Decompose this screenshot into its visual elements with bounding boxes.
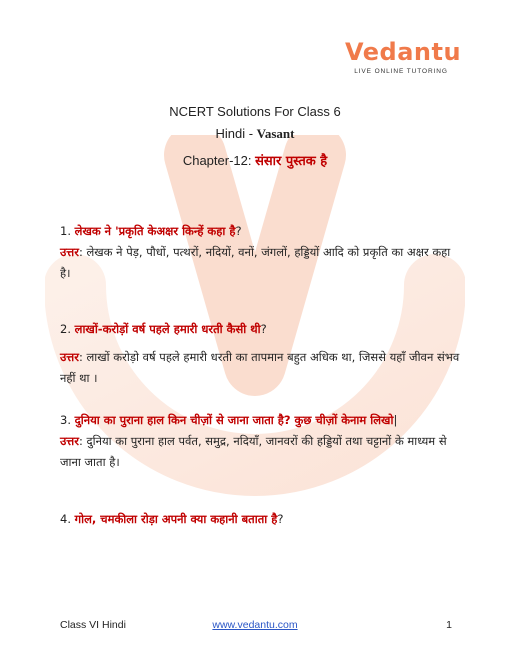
chapter-title: संसार पुस्तक है [255,154,328,169]
vedantu-logo [345,38,462,75]
chapter-heading [0,151,510,169]
answer-3 [60,431,460,473]
question-1 [60,221,460,242]
question-end: | [393,413,398,427]
question-number: 1. [60,224,71,238]
question-text: दुनिया का पुराना हाल किन चीज़ों से जाना जाता है? कुछ चीज़ों केनाम लिखो [74,413,394,427]
subject-prefix: Hindi - [215,126,257,141]
question-end: ? [277,512,284,526]
answer-label: उत्तर [60,350,79,364]
document-title: NCERT Solutions For Class 6 [169,104,341,119]
logo-wordmark: Vedantu [345,38,462,66]
footer-website-link[interactable]: www.vedantu.com [212,619,298,631]
question-3 [60,410,460,431]
answer-2 [60,347,460,389]
question-text: गोल, चमकीला रोड़ा अपनी क्या कहानी बताता है [74,512,278,526]
question-2 [60,319,460,340]
question-number: 2. [60,322,71,336]
logo-tagline: LIVE ONLINE TUTORING [354,68,448,75]
question-text: लाखों-करोड़ों वर्ष पहले हमारी धरती कैसी थी [74,322,261,336]
answer-label: उत्तर [60,434,79,448]
question-number: 4. [60,512,71,526]
answer-1 [60,242,460,284]
qa-block-3 [60,410,460,473]
question-end: ? [260,322,267,336]
answer-text: : लाखों करोड़ो वर्ष पहले हमारी धरती का तापमान बहुत अधिक था, जिससे यहाँ जीवन संभव नहीं था । [60,350,460,385]
answer-text: : दुनिया का पुराना हाल पर्वत, समुद्र, नदियाँ, जानवरों की हड्डियों तथा चट्टानों के माध्यम से जाना जाता है। [60,434,447,469]
question-text: लेखक ने 'प्रकृति केअक्षर किन्हें कहा है [74,224,236,238]
question-4 [60,509,460,530]
qa-block-4 [60,509,460,530]
chapter-label: Chapter-12: [182,153,252,168]
question-end: ? [235,224,242,238]
footer-class-label: Class VI Hindi [60,619,126,631]
answer-text: : लेखक ने पेड़, पौधों, पत्थरों, नदियों, वनों, जंगलों, हड्डियों आदि को प्रकृति का अक्षर कहा है। [60,245,451,280]
qa-block-2 [60,319,460,389]
page-number: 1 [446,619,452,631]
answer-label: उत्तर [60,245,79,259]
book-name: Vasant [256,126,295,141]
subject-line [0,126,510,142]
qa-block-1 [60,221,460,284]
question-number: 3. [60,413,71,427]
